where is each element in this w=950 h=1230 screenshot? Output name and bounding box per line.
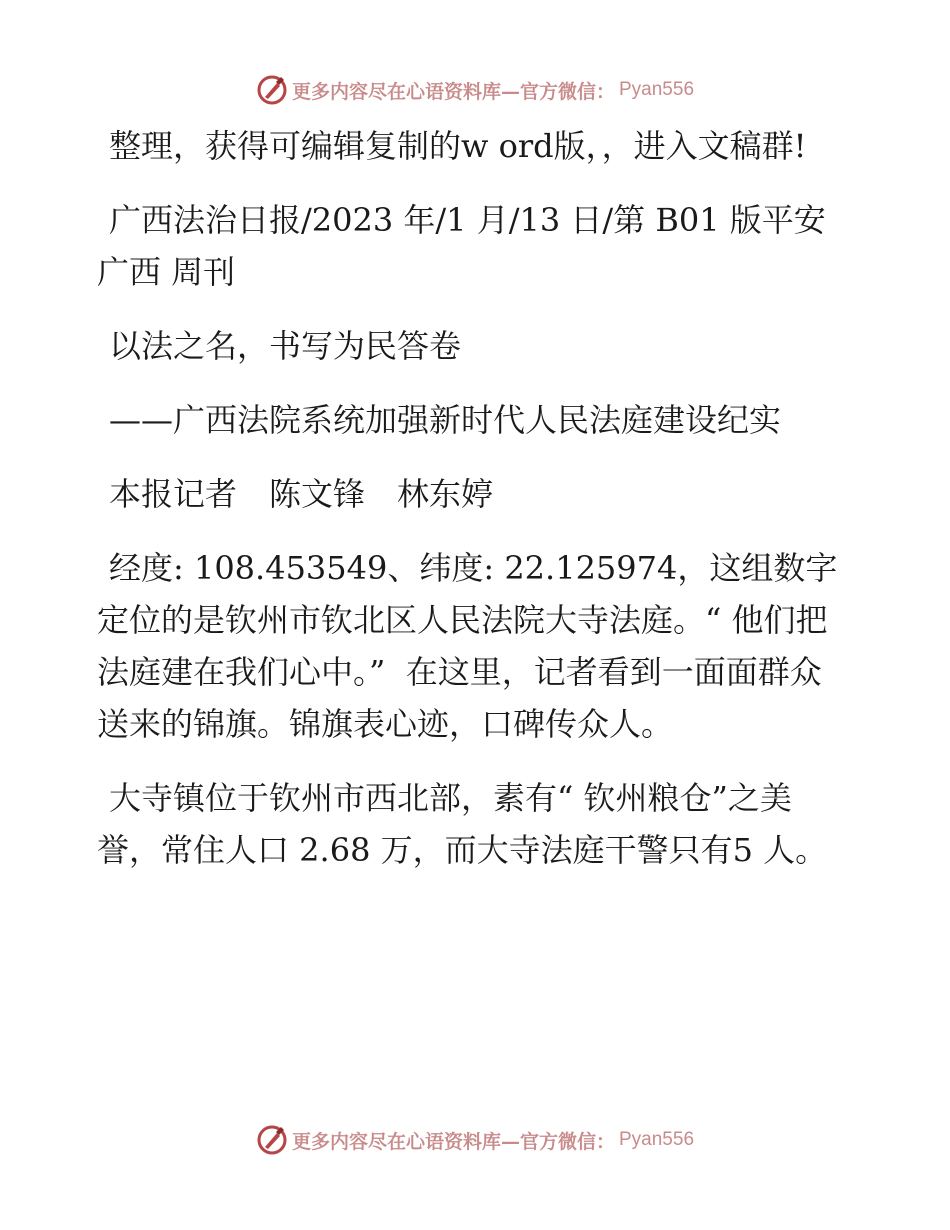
watermark-handle: Pyan556 xyxy=(619,79,695,100)
article-title: 以法之名，书写为民答卷 xyxy=(109,327,462,365)
watermark-text: 更多内容尽在心语资料库—官方微信： xyxy=(291,1130,615,1153)
paragraph-body-1: 经度: 108.453549、纬度: 22.125974，这组数字定位的是钦州市钦北区人民法院大寺法庭。“ 他们把法庭建在我们心中。” 在这里，记者看到一面面群众送来的锦旗。锦旗表心迹，口碑传众人。 xyxy=(97,549,838,743)
watermark-handle: Pyan556 xyxy=(619,1129,695,1150)
paragraph-source: 广西法治日报/2023 年/1 月/13 日/第 B01 版平安广西 周刊 xyxy=(97,201,826,291)
article-byline: 本报记者 陈文锋 林东婷 xyxy=(109,475,494,513)
watermark-text: 更多内容尽在心语资料库—官方微信： xyxy=(291,80,615,103)
watermark-footer xyxy=(0,1120,950,1160)
paragraph-intro: 整理，获得可编辑复制的w ord版，，进入文稿群! xyxy=(109,127,807,165)
article-subtitle: ——广西法院系统加强新时代人民法庭建设纪实 xyxy=(109,401,782,439)
paragraph-body-2: 大寺镇位于钦州市西北部，素有“ 钦州粮仓”之美誉，常住人口 2.68 万，而大寺法庭干警只有5 人。 xyxy=(97,779,828,869)
pen-seal-logo-icon xyxy=(256,1124,288,1156)
pen-seal-logo-icon xyxy=(256,74,288,106)
watermark-header xyxy=(0,70,950,110)
document-body xyxy=(97,120,853,898)
